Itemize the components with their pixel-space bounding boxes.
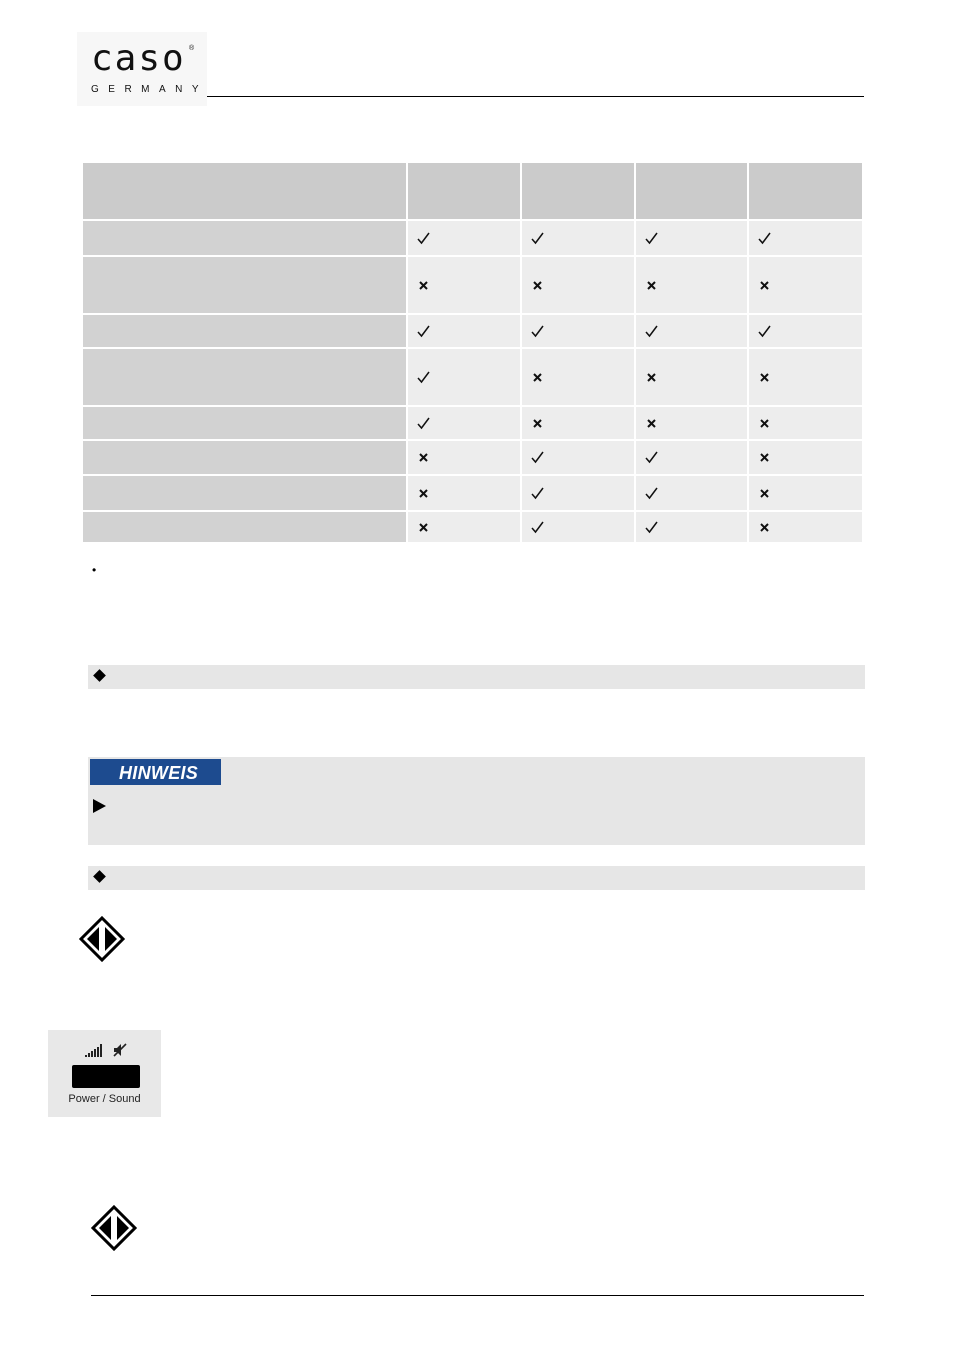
- bullet-point: •: [92, 563, 97, 577]
- table-row: [83, 441, 862, 476]
- table-value-cell: [408, 407, 522, 441]
- check-icon: [758, 232, 771, 245]
- table-value-cell: [749, 441, 862, 476]
- speaker-mute-icon: [113, 1043, 127, 1057]
- diamond-bullet-icon: [93, 870, 106, 883]
- check-icon: [531, 521, 544, 534]
- cross-icon: [419, 453, 428, 462]
- table-value-cell: [408, 441, 522, 476]
- table-label-cell: [83, 476, 408, 512]
- table-value-cell: [749, 315, 862, 349]
- table-value-cell: [749, 257, 862, 315]
- section-bar: [88, 665, 865, 689]
- power-sound-button[interactable]: [72, 1065, 140, 1088]
- table-value-cell: [636, 441, 750, 476]
- check-icon: [645, 325, 658, 338]
- table-row: [83, 315, 862, 349]
- cross-icon: [760, 419, 769, 428]
- table-label-cell: [83, 349, 408, 407]
- table-value-cell: [522, 349, 636, 407]
- note-badge-label: HINWEIS: [119, 763, 199, 783]
- table-row: [83, 257, 862, 315]
- table-value-cell: [522, 221, 636, 257]
- check-icon: [417, 232, 430, 245]
- cross-icon: [760, 523, 769, 532]
- table-value-cell: [408, 476, 522, 512]
- table-header-cell: [636, 163, 750, 221]
- signal-bars-icon: [85, 1044, 103, 1057]
- table-value-cell: [522, 512, 636, 544]
- induction-symbol-icon: [79, 916, 125, 962]
- note-box: [88, 757, 865, 845]
- table-value-cell: [408, 349, 522, 407]
- table-value-cell: [522, 476, 636, 512]
- table-value-cell: [749, 349, 862, 407]
- table-value-cell: [636, 512, 750, 544]
- table-label-cell: [83, 257, 408, 315]
- table-row: [83, 221, 862, 257]
- cross-icon: [647, 373, 656, 382]
- table-header-cell: [522, 163, 636, 221]
- check-icon: [645, 487, 658, 500]
- check-icon: [531, 325, 544, 338]
- power-sound-panel: [48, 1030, 161, 1117]
- section-bar: [88, 866, 865, 890]
- table-value-cell: [636, 257, 750, 315]
- logo-wordmark: caso: [91, 38, 186, 79]
- table-value-cell: [636, 476, 750, 512]
- logo-subtitle: GERMANY: [91, 84, 209, 95]
- table-label-cell: [83, 441, 408, 476]
- table-value-cell: [636, 407, 750, 441]
- cross-icon: [647, 419, 656, 428]
- induction-symbol-icon: [91, 1205, 137, 1251]
- table-value-cell: [522, 315, 636, 349]
- cross-icon: [533, 281, 542, 290]
- table-label-cell: [83, 512, 408, 544]
- diamond-bullet-icon: [93, 669, 106, 682]
- table-value-cell: [749, 512, 862, 544]
- logo-registered: ®: [189, 45, 195, 52]
- table-value-cell: [749, 407, 862, 441]
- table-row: [83, 407, 862, 441]
- cross-icon: [647, 281, 656, 290]
- table-value-cell: [522, 441, 636, 476]
- play-arrow-icon: [93, 799, 106, 813]
- cross-icon: [533, 373, 542, 382]
- cross-icon: [419, 281, 428, 290]
- check-icon: [417, 371, 430, 384]
- cross-icon: [760, 489, 769, 498]
- table-body: [83, 221, 862, 544]
- check-icon: [645, 232, 658, 245]
- footer-divider: [91, 1295, 864, 1296]
- table-row: [83, 512, 862, 544]
- table-value-cell: [408, 257, 522, 315]
- header-divider: [207, 96, 864, 97]
- table-value-cell: [749, 221, 862, 257]
- cross-icon: [533, 419, 542, 428]
- cross-icon: [760, 373, 769, 382]
- table-label-cell: [83, 407, 408, 441]
- table-value-cell: [408, 315, 522, 349]
- cross-icon: [419, 523, 428, 532]
- table-label-cell: [83, 221, 408, 257]
- check-icon: [417, 325, 430, 338]
- table-header-cell: [749, 163, 862, 221]
- check-icon: [531, 451, 544, 464]
- check-icon: [531, 232, 544, 245]
- check-icon: [645, 521, 658, 534]
- table-label-cell: [83, 315, 408, 349]
- comparison-table: [83, 163, 862, 544]
- check-icon: [758, 325, 771, 338]
- table-header-row: [83, 163, 862, 221]
- table-header-cell: [408, 163, 522, 221]
- caso-logo: [77, 32, 207, 106]
- table-value-cell: [522, 407, 636, 441]
- check-icon: [645, 451, 658, 464]
- table-value-cell: [408, 221, 522, 257]
- cross-icon: [760, 453, 769, 462]
- table-value-cell: [636, 315, 750, 349]
- table-value-cell: [749, 476, 862, 512]
- table-value-cell: [636, 349, 750, 407]
- table-row: [83, 476, 862, 512]
- check-icon: [531, 487, 544, 500]
- cross-icon: [419, 489, 428, 498]
- table-row: [83, 349, 862, 407]
- check-icon: [417, 417, 430, 430]
- note-badge: [90, 759, 221, 785]
- cross-icon: [760, 281, 769, 290]
- table-value-cell: [408, 512, 522, 544]
- table-value-cell: [636, 221, 750, 257]
- table-header-cell: [83, 163, 408, 221]
- power-sound-label: Power / Sound: [68, 1093, 141, 1105]
- table-value-cell: [522, 257, 636, 315]
